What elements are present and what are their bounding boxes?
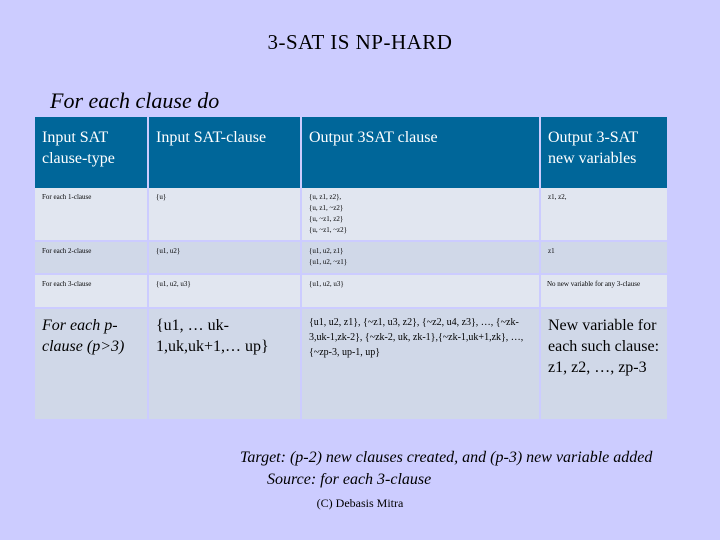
table-row bbox=[35, 188, 667, 241]
header-clause-type: Input SAT clause-type bbox=[35, 117, 148, 188]
p-clause-output: {u1, u2, z1}, {~z1, u3, z2}, {~z2, u4, z3}, …, {~zk-3,uk-1,zk-2}, {~zk-2, uk, zk-1},{~zk-1,uk+1,zk}, …, {~zp-3, up-1, up} bbox=[309, 317, 524, 358]
row-new-variables: z1 bbox=[540, 241, 667, 274]
row-new-variables bbox=[540, 308, 667, 420]
row-output-clause bbox=[301, 241, 540, 274]
row-new-variables: No new variable for any 3-clause bbox=[540, 274, 667, 308]
row-output-clause bbox=[301, 188, 540, 241]
source-line: Source: for each 3-clause bbox=[267, 471, 432, 488]
reduction-table bbox=[35, 117, 667, 421]
header-input-clause: Input SAT-clause bbox=[148, 117, 301, 188]
slide-subtitle: For each clause do bbox=[50, 88, 220, 113]
row-input-clause bbox=[148, 308, 301, 420]
p-clause-input: {u1, … uk-1,uk,uk+1,… up} bbox=[156, 317, 269, 355]
row-input-clause: {u1, u2, u3} bbox=[148, 274, 301, 308]
row-input-clause: {u} bbox=[148, 188, 301, 241]
output-clause-line: {u, ~z1, ~z2} bbox=[309, 226, 348, 234]
row-output-clause bbox=[301, 274, 540, 308]
output-clause-line: {u1, u2, u3} bbox=[309, 280, 344, 288]
table-row bbox=[35, 274, 667, 308]
slide-title: 3-SAT IS NP-HARD bbox=[267, 30, 453, 54]
table-header-row bbox=[35, 117, 667, 188]
output-clause-line: {u, z1, z2}, bbox=[309, 193, 342, 201]
row-output-clause bbox=[301, 308, 540, 420]
row-clause-type: For each 3-clause bbox=[35, 274, 148, 308]
table-row bbox=[35, 241, 667, 274]
target-note bbox=[240, 447, 652, 491]
row-input-clause: {u1, u2} bbox=[148, 241, 301, 274]
header-new-variables: Output 3-SAT new variables bbox=[540, 117, 667, 188]
target-line: Target: (p-2) new clauses created, and (p-3) new variable added bbox=[240, 449, 653, 466]
output-clause-line: {u, z1, ~z2} bbox=[309, 204, 344, 212]
table-row bbox=[35, 308, 667, 420]
p-clause-type-text: For each p-clause (p>3) bbox=[42, 317, 125, 355]
p-clause-new-variables: New variable for each such clause: z1, z2, …, zp-3 bbox=[548, 317, 660, 376]
output-clause-line: {u, ~z1, z2} bbox=[309, 215, 344, 223]
row-clause-type: For each 1-clause bbox=[35, 188, 148, 241]
row-new-variables: z1, z2, bbox=[540, 188, 667, 241]
output-clause-line: {u1, u2, ~z1} bbox=[309, 258, 348, 266]
header-output-clause: Output 3SAT clause bbox=[301, 117, 540, 188]
output-clause-line: {u1, u2, z1} bbox=[309, 247, 344, 255]
credit-footer: (C) Debasis Mitra bbox=[316, 496, 404, 510]
row-clause-type bbox=[35, 308, 148, 420]
row-clause-type: For each 2-clause bbox=[35, 241, 148, 274]
